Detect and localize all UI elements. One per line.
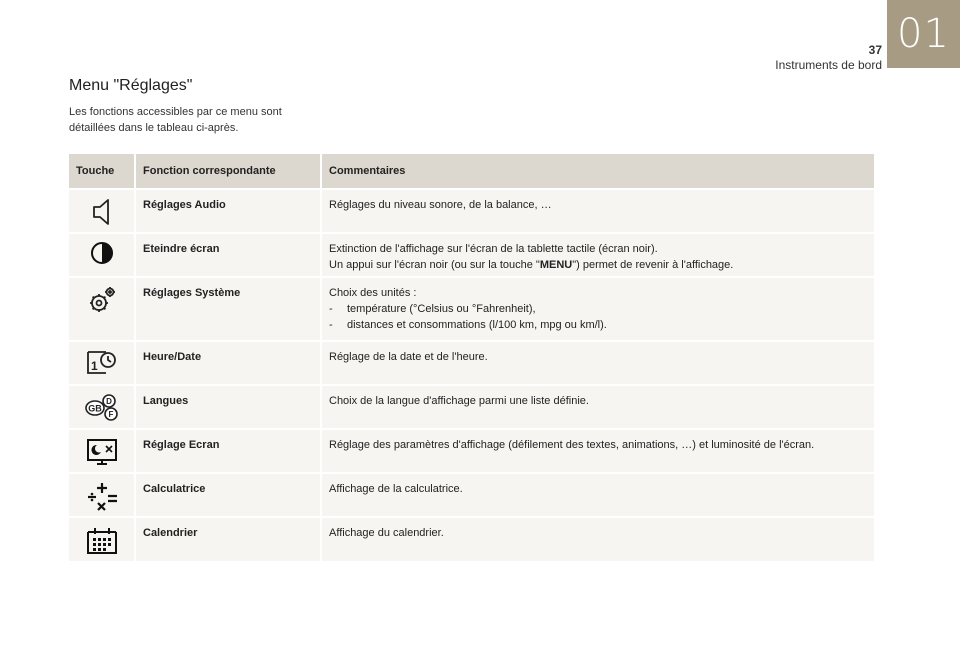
table-row <box>69 385 874 429</box>
key-cell <box>69 277 135 341</box>
calendar-icon[interactable] <box>76 525 127 555</box>
key-cell <box>69 517 135 561</box>
function-cell: Réglages Audio <box>135 189 321 233</box>
comment-text: Choix de la langue d'affichage parmi une liste définie. <box>329 395 589 407</box>
menu-key-label: MENU <box>539 259 573 271</box>
table-row <box>69 429 874 473</box>
comment-cell <box>321 385 874 429</box>
comment-cell <box>321 473 874 517</box>
function-cell: Heure/Date <box>135 341 321 385</box>
key-cell <box>69 341 135 385</box>
page-number: 37 <box>868 43 882 57</box>
comment-cell <box>321 429 874 473</box>
key-cell <box>69 473 135 517</box>
section-name: Instruments de bord <box>775 58 882 72</box>
table-row <box>69 341 874 385</box>
comment-text: Réglage de la date et de l'heure. <box>329 351 488 363</box>
table-row <box>69 189 874 233</box>
comment-text: Un appui sur l'écran noir (ou sur la touche "MENU") permet de revenir à l'affichage. <box>329 259 734 271</box>
chapter-tab: 01 <box>887 0 960 68</box>
header-comments: Commentaires <box>321 154 874 189</box>
intro-text: Les fonctions accessibles par ce menu sont détaillées dans le tableau ci-après. <box>69 106 282 134</box>
language-label: F <box>108 410 113 419</box>
function-cell: Eteindre écran <box>135 233 321 277</box>
time-date-icon[interactable] <box>76 349 127 375</box>
screen-settings-icon[interactable] <box>76 437 127 467</box>
header-key: Touche <box>69 154 135 189</box>
language-label: D <box>105 397 112 406</box>
comment-text: Extinction de l'affichage sur l'écran de la tablette tactile (écran noir). <box>329 243 658 255</box>
comment-cell <box>321 517 874 561</box>
table-row <box>69 277 874 341</box>
comment-text: Choix des unités : <box>329 287 417 299</box>
settings-table <box>69 154 874 561</box>
comment-cell <box>321 233 874 277</box>
header-function: Fonction correspondante <box>135 154 321 189</box>
function-cell: Calculatrice <box>135 473 321 517</box>
function-cell: Réglage Ecran <box>135 429 321 473</box>
comment-text: Réglage des paramètres d'affichage (défilement des textes, animations, …) et luminosité de l'écran. <box>329 439 815 451</box>
comment-text: Réglages du niveau sonore, de la balance, … <box>329 199 552 211</box>
page-title: Menu "Réglages" <box>69 77 193 94</box>
table-row <box>69 233 874 277</box>
function-cell: Langues <box>135 385 321 429</box>
calculator-icon[interactable] <box>76 481 127 511</box>
comment-text: Affichage de la calculatrice. <box>329 483 463 495</box>
speaker-icon[interactable] <box>76 197 127 227</box>
comment-text: Affichage du calendrier. <box>329 527 444 539</box>
key-cell <box>69 385 135 429</box>
table-row <box>69 517 874 561</box>
key-cell <box>69 189 135 233</box>
system-settings-icon[interactable] <box>76 285 127 315</box>
svg-text:1: 1 <box>90 359 98 373</box>
list-item: - distances et consommations (l/100 km, mpg ou km/l). <box>329 317 867 333</box>
key-cell <box>69 233 135 277</box>
key-cell <box>69 429 135 473</box>
list-item: - température (°Celsius ou °Fahrenheit), <box>329 301 867 317</box>
comment-cell <box>321 341 874 385</box>
table-header-row <box>69 154 874 189</box>
function-cell: Réglages Système <box>135 277 321 341</box>
comment-cell <box>321 277 874 341</box>
language-label: GB <box>87 403 102 414</box>
comment-cell <box>321 189 874 233</box>
table-row <box>69 473 874 517</box>
languages-icon[interactable] <box>76 393 127 423</box>
screen-off-icon[interactable] <box>76 241 127 265</box>
function-cell: Calendrier <box>135 517 321 561</box>
